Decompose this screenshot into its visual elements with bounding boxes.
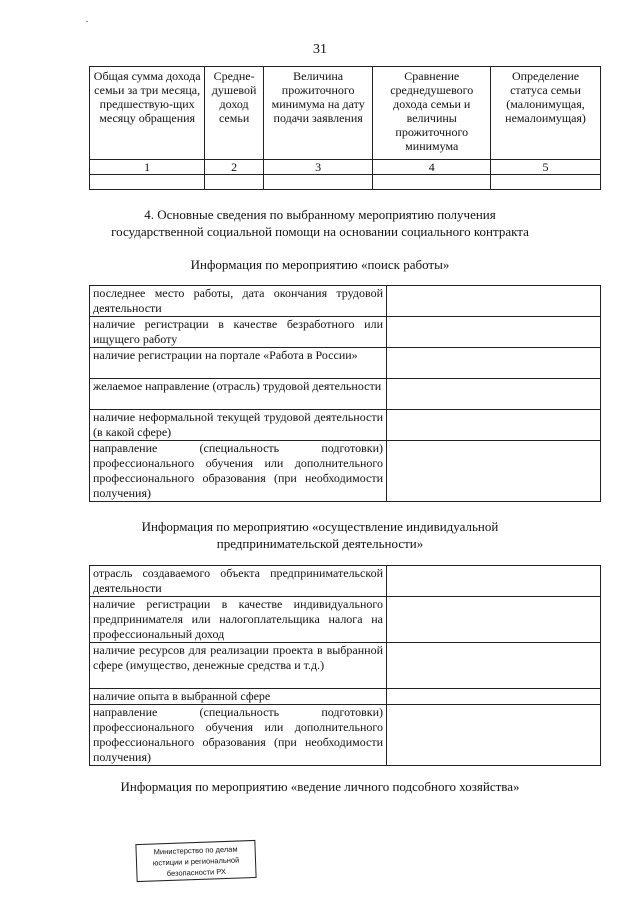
table-row	[90, 410, 601, 441]
page-number: 31	[313, 42, 327, 57]
stamp-line: безопасности РХ	[166, 866, 227, 879]
column-number: 3	[263, 160, 373, 175]
table-cell-empty[interactable]	[491, 175, 601, 190]
entrepreneurship-heading	[0, 518, 640, 552]
row-label: наличие регистрации в качестве индивидуального предпринимателя или налогоплательщика налога на профессиональный доход	[90, 597, 387, 643]
column-number: 1	[90, 160, 205, 175]
table-row	[90, 643, 601, 689]
header-subsistence-minimum: Величина прожиточного минимума на дату подачи заявления	[263, 67, 373, 160]
column-number: 4	[373, 160, 491, 175]
row-value[interactable]	[387, 689, 601, 705]
job-search-table	[89, 285, 601, 502]
ministry-stamp	[135, 840, 256, 882]
table-row	[90, 286, 601, 317]
table-row	[90, 705, 601, 766]
income-table-number-row	[90, 160, 601, 175]
row-label: наличие опыта в выбранной сфере	[90, 689, 387, 705]
header-total-income: Общая сумма дохода семьи за три месяца, предшествую-щих месяцу обращения	[90, 67, 205, 160]
row-value[interactable]	[387, 643, 601, 689]
income-table	[89, 66, 601, 190]
table-row	[90, 689, 601, 705]
row-label: наличие регистрации в качестве безработного или ищущего работу	[90, 317, 387, 348]
table-cell-empty[interactable]	[90, 175, 205, 190]
table-row	[90, 441, 601, 502]
farming-heading: Информация по мероприятию «ведение личного подсобного хозяйства»	[120, 779, 520, 794]
row-label: наличие регистрации на портале «Работа в России»	[90, 348, 387, 379]
row-value[interactable]	[387, 566, 601, 597]
row-value[interactable]	[387, 441, 601, 502]
entrepreneurship-heading-line: Информация по мероприятию «осуществление индивидуальной	[141, 519, 499, 534]
stamp-line: юстиции и региональной	[152, 855, 240, 868]
row-value[interactable]	[387, 705, 601, 766]
income-table-empty-row	[90, 175, 601, 190]
row-label: отрасль создаваемого объекта предпринимательской деятельности	[90, 566, 387, 597]
row-value[interactable]	[387, 317, 601, 348]
table-row	[90, 348, 601, 379]
row-label: направление (специальность подготовки) профессионального обучения или дополнительного профессионального образования (при необходимости получения)	[90, 441, 387, 502]
row-label: желаемое направление (отрасль) трудовой деятельности	[90, 379, 387, 410]
row-label: наличие ресурсов для реализации проекта в выбранной сфере (имущество, денежные средства и т.д.)	[90, 643, 387, 689]
column-number: 5	[491, 160, 601, 175]
section-4-title-line: 4. Основные сведения по выбранному мероприятию получения	[144, 207, 496, 222]
header-per-capita-income: Средне-душевой доход семьи	[205, 67, 264, 160]
header-family-status: Определение статуса семьи (малонимущая, немалоимущая)	[491, 67, 601, 160]
table-row	[90, 566, 601, 597]
table-row	[90, 597, 601, 643]
section-4-title-line: государственной социальной помощи на основании социального контракта	[111, 224, 529, 239]
row-label: последнее место работы, дата окончания трудовой деятельности	[90, 286, 387, 317]
entrepreneurship-heading-line: предпринимательской деятельности»	[216, 536, 424, 551]
table-cell-empty[interactable]	[373, 175, 491, 190]
row-label: наличие неформальной текущей трудовой деятельности (в какой сфере)	[90, 410, 387, 441]
table-row	[90, 379, 601, 410]
income-table-header-row	[90, 67, 601, 160]
row-label: направление (специальность подготовки) профессионального обучения или дополнительного профессионального образования (при необходимости получения)	[90, 705, 387, 766]
column-number: 2	[205, 160, 264, 175]
row-value[interactable]	[387, 348, 601, 379]
entrepreneurship-table	[89, 565, 601, 766]
row-value[interactable]	[387, 286, 601, 317]
job-search-heading: Информация по мероприятию «поиск работы»	[190, 257, 450, 272]
table-cell-empty[interactable]	[263, 175, 373, 190]
header-comparison: Сравнение среднедушевого дохода семьи и величины прожиточного минимума	[373, 67, 491, 160]
table-cell-empty[interactable]	[205, 175, 264, 190]
table-row	[90, 317, 601, 348]
stamp-line: Министерство по делам	[153, 844, 238, 857]
scan-mark	[86, 21, 88, 22]
row-value[interactable]	[387, 379, 601, 410]
row-value[interactable]	[387, 597, 601, 643]
row-value[interactable]	[387, 410, 601, 441]
section-4-title	[0, 206, 640, 240]
